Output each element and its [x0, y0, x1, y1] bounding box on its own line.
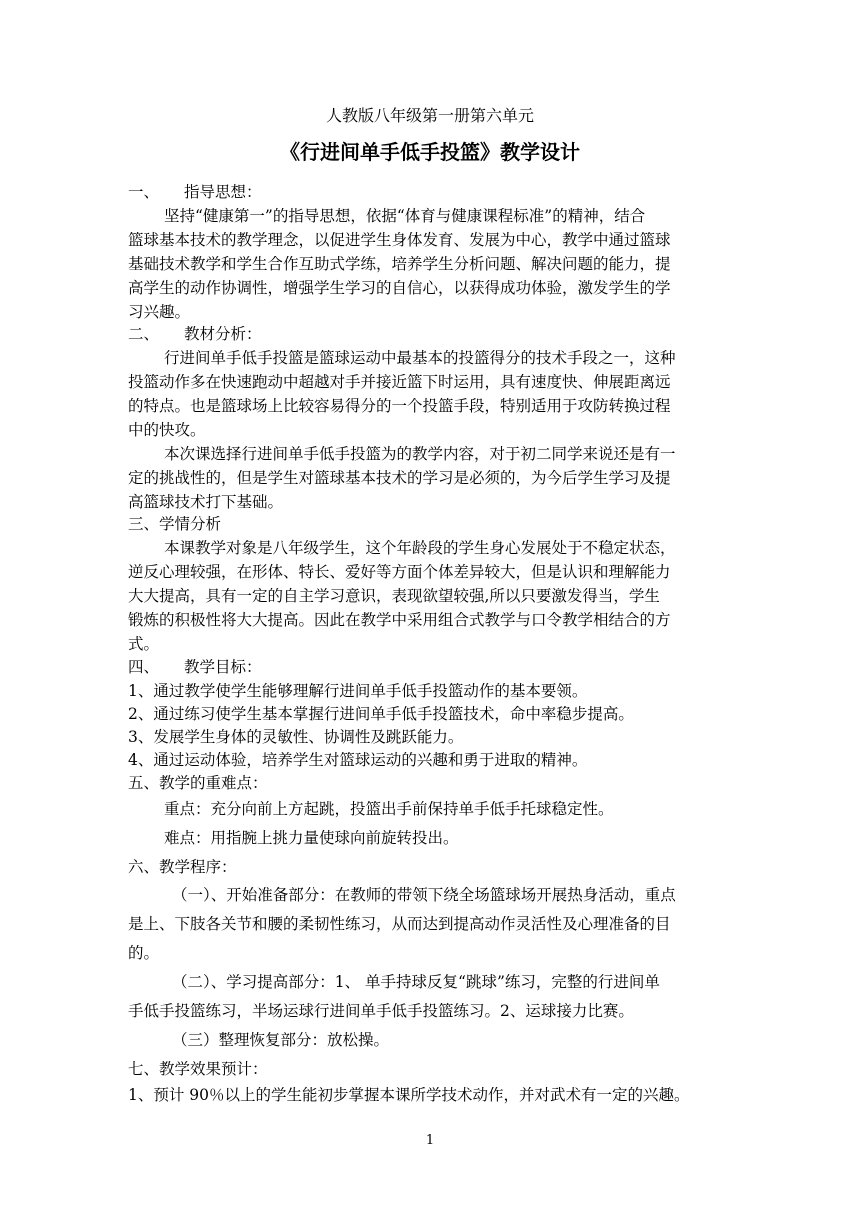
paragraph-line: 高学生的动作协调性，增强学生学习的自信心，以获得成功体验，激发学生的学: [128, 279, 671, 297]
paragraph-line: 习兴趣。: [128, 303, 191, 321]
section-2-number: 二、: [128, 325, 160, 343]
key-point: 重点：充分向前上方起跳，投篮出手前保持单手低手托球稳定性。: [164, 800, 614, 818]
paragraph-line: 本次课选择行进间单手低手投篮为的教学内容，对于初二同学来说还是有一: [164, 445, 676, 463]
paragraph-line: （一）、开始准备部分：在教师的带领下绕全场篮球场开展热身活动，重点: [172, 886, 676, 904]
goal-item: 3、发展学生身体的灵敏性、协调性及跳跃能力。: [128, 728, 464, 746]
page-number: 1: [425, 1133, 435, 1148]
goal-item: 4、通过运动体验，培养学生对篮球运动的兴趣和勇于进取的精神。: [128, 751, 588, 769]
paragraph-line: 投篮动作多在快速跑动中超越对手并接近篮下时运用，具有速度快、伸展距离远: [128, 373, 671, 391]
document-subtitle: 人教版八年级第一册第六单元: [325, 106, 534, 125]
paragraph-line: 坚持“健康第一”的指导思想，依据“体育与健康课程标准”的精神，结合: [164, 207, 646, 225]
section-4-number: 四、: [128, 658, 160, 676]
paragraph-line: 是上、下肢各关节和腰的柔韧性练习，从而达到提高动作灵活性及心理准备的目: [128, 915, 671, 933]
section-4-title: 教学目标：: [184, 658, 262, 676]
paragraph-line: 大大提高，具有一定的自主学习意识，表现欲望较强,所以只要激发得当，学生: [128, 587, 660, 605]
paragraph-line: 手低手投篮练习，半场运球行进间单手低手投篮练习。2、运球接力比赛。: [128, 1002, 634, 1020]
document-title: 《行进间单手低手投篮》教学设计: [280, 140, 580, 164]
section-2-title: 教材分析：: [184, 325, 262, 343]
difficult-point: 难点：用指腕上挑力量使球向前旋转投出。: [164, 829, 459, 847]
paragraph-line: （二）、学习提高部分：1、 单手持球反复“跳球”练习，完整的行进间单: [172, 973, 660, 991]
paragraph-line: 的。: [128, 944, 160, 962]
paragraph-line: 式。: [128, 635, 160, 653]
section-5-heading: 五、教学的重难点：: [128, 774, 268, 792]
paragraph-line: 定的挑战性的，但是学生对篮球基本技术的学习是必须的，为今后学生学习及提: [128, 469, 671, 487]
goal-item: 1、通过教学使学生能够理解行进间单手低手投篮动作的基本要领。: [128, 682, 588, 700]
paragraph-line: 锻炼的积极性将大大提高。因此在教学中采用组合式教学与口令教学相结合的方: [128, 611, 671, 629]
paragraph-line: 篮球基本技术的教学理念，以促进学生身体发育、发展为中心，教学中通过篮球: [128, 231, 671, 249]
paragraph-line: 中的快攻。: [128, 421, 206, 439]
paragraph-line: 高篮球技术打下基础。: [128, 493, 284, 511]
expectation-item: 1、预计 90％以上的学生能初步掌握本课所学技术动作，并对武术有一定的兴趣。: [128, 1086, 690, 1104]
section-3-heading: 三、学情分析: [128, 515, 222, 533]
section-1-number: 一、: [128, 183, 160, 201]
section-1-title: 指导思想：: [184, 183, 262, 201]
paragraph-line: 逆反心理较强，在形体、特长、爱好等方面个体差异较大，但是认识和理解能力: [128, 563, 671, 581]
section-6-heading: 六、教学程序：: [128, 858, 237, 876]
paragraph-line: （三）整理恢复部分：放松操。: [172, 1031, 390, 1049]
paragraph-line: 基础技术教学和学生合作互助式学练，培养学生分析问题、解决问题的能力，提: [128, 255, 671, 273]
paragraph-line: 行进间单手低手投篮是篮球运动中最基本的投篮得分的技术手段之一，这种: [164, 349, 676, 367]
paragraph-line: 的特点。也是篮球场上比较容易得分的一个投篮手段，特别适用于攻防转换过程: [128, 397, 671, 415]
section-7-heading: 七、教学效果预计：: [128, 1060, 268, 1078]
goal-item: 2、通过练习使学生基本掌握行进间单手低手投篮技术，命中率稳步提高。: [128, 705, 634, 723]
paragraph-line: 本课教学对象是八年级学生，这个年龄段的学生身心发展处于不稳定状态，: [164, 539, 676, 557]
